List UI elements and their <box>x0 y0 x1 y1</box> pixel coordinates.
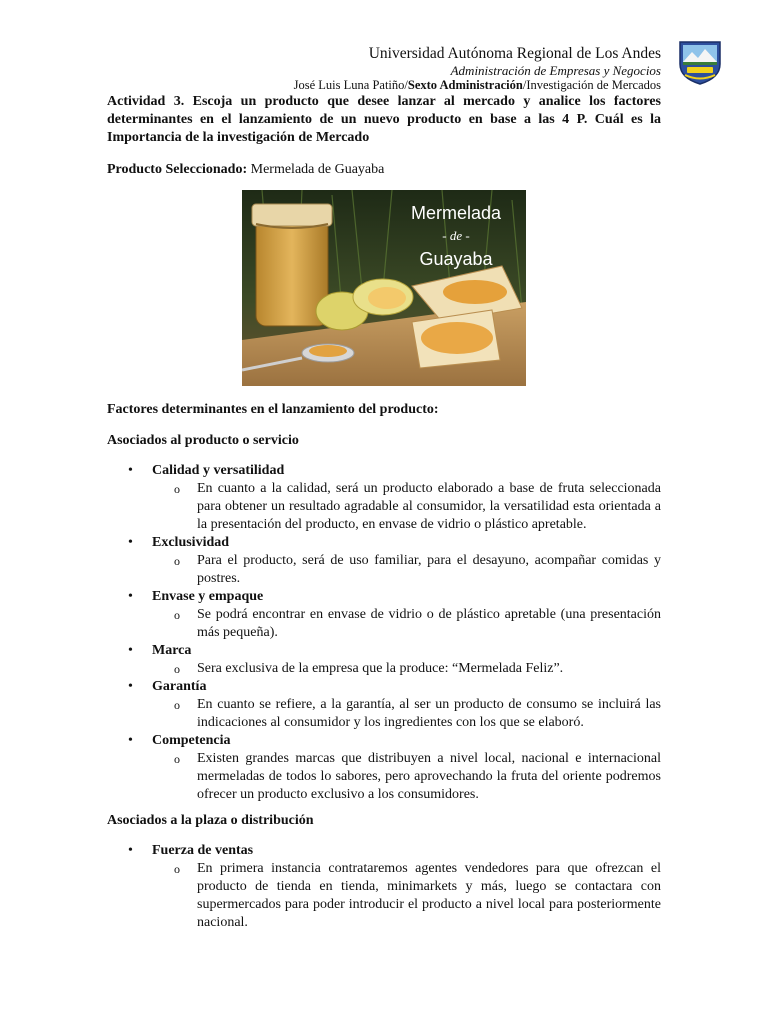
bullet: • <box>128 733 133 748</box>
list-item <box>107 842 661 932</box>
product-factors-title: Asociados al producto o servicio <box>107 433 299 448</box>
factor-title: Fuerza de ventas <box>152 843 254 858</box>
factor-title: Envase y empaque <box>152 589 264 604</box>
selected-product-value: Mermelada de Guayaba <box>250 162 385 177</box>
sub-bullet: o <box>174 608 180 622</box>
factor-title: Exclusividad <box>152 535 230 550</box>
program-name: Administración de Empresas y Negocios <box>450 63 661 78</box>
product-factors-list <box>107 462 661 804</box>
factor-detail: Sera exclusiva de la empresa que la produce: “Mermelada Feliz”. <box>197 661 564 676</box>
selected-product-label: Producto Seleccionado: <box>107 162 248 177</box>
factor-title: Calidad y versatilidad <box>152 463 285 478</box>
factor-title: Competencia <box>152 733 231 748</box>
bullet: • <box>128 643 133 658</box>
product-photo <box>242 190 526 386</box>
place-factors-list <box>107 842 661 932</box>
bullet: • <box>128 535 133 550</box>
bullet: • <box>128 463 133 478</box>
author-line: José Luis Luna Patiño/Sexto Administración/Investigación de Mercados <box>293 78 661 92</box>
activity-statement: Actividad 3. Escoja un producto que desee lanzar al mercado y analice los factores determinantes en el lanzamiento de un nuevo producto en base a las 4 P. Cuál es la Importancia de la investigación de Mercado <box>107 94 661 145</box>
bullet: • <box>128 589 133 604</box>
list-item <box>107 678 661 732</box>
sub-bullet: o <box>174 698 180 712</box>
list-item <box>107 732 661 804</box>
course-name: Investigación de Mercados <box>526 78 661 92</box>
factor-detail: En cuanto se refiere, a la garantía, al ser un producto de consumo se incluirá las indicaciones al consumidor y los ingredientes con los que se elaboró. <box>197 697 661 730</box>
factor-detail: Se podrá encontrar en envase de vidrio o de plástico apretable (una presentación más pequeña). <box>197 607 661 640</box>
university-logo <box>676 38 724 86</box>
sub-bullet: o <box>174 554 180 568</box>
factor-detail: Para el producto, será de uso familiar, para el desayuno, acompañar comidas y postres. <box>197 553 661 586</box>
factor-detail: En primera instancia contrataremos agentes vendedores para que ofrezcan el producto de tienda en tienda, minimarkets y más, luego se contactara con supermercados para poder introducir el producto a nivel local para posteriormente nacional. <box>197 861 661 930</box>
university-name: Universidad Autónoma Regional de Los Andes <box>368 45 661 62</box>
semester: Sexto Administración <box>407 78 523 92</box>
selected-product <box>107 161 661 179</box>
factor-detail: En cuanto a la calidad, será un producto elaborado a base de fruta seleccionada para obtener un resultado agradable al consumidor, la versatilidad esta orientada a la presentación del producto, en envase de vidrio o plástico apretable. <box>197 481 661 532</box>
sub-bullet: o <box>174 482 180 496</box>
factor-title: Garantía <box>152 679 207 694</box>
list-item <box>107 534 661 588</box>
factor-title: Marca <box>152 643 192 658</box>
launch-factors-title: Factores determinantes en el lanzamiento del producto: <box>107 402 439 417</box>
bullet: • <box>128 679 133 694</box>
bullet: • <box>128 843 133 858</box>
list-item <box>107 462 661 534</box>
page-header <box>294 44 661 93</box>
author-name: José Luis Luna Patiño <box>293 78 405 92</box>
list-item <box>107 588 661 642</box>
factor-detail: Existen grandes marcas que distribuyen a nivel local, nacional e internacional mermeladas de todos lo sabores, pero aprovechando la fruta del oriente podremos ofrecer un producto exclusivo a los consumidores. <box>197 751 661 802</box>
photo-title-bottom: Guayaba <box>419 249 493 269</box>
sub-bullet: o <box>174 862 180 876</box>
list-item <box>107 642 661 678</box>
photo-title-top: Mermelada <box>410 203 502 223</box>
photo-title-mid: - de - <box>442 228 470 243</box>
sub-bullet: o <box>174 662 180 676</box>
sub-bullet: o <box>174 752 180 766</box>
place-factors-title: Asociados a la plaza o distribución <box>107 813 314 828</box>
document-body <box>107 93 661 932</box>
